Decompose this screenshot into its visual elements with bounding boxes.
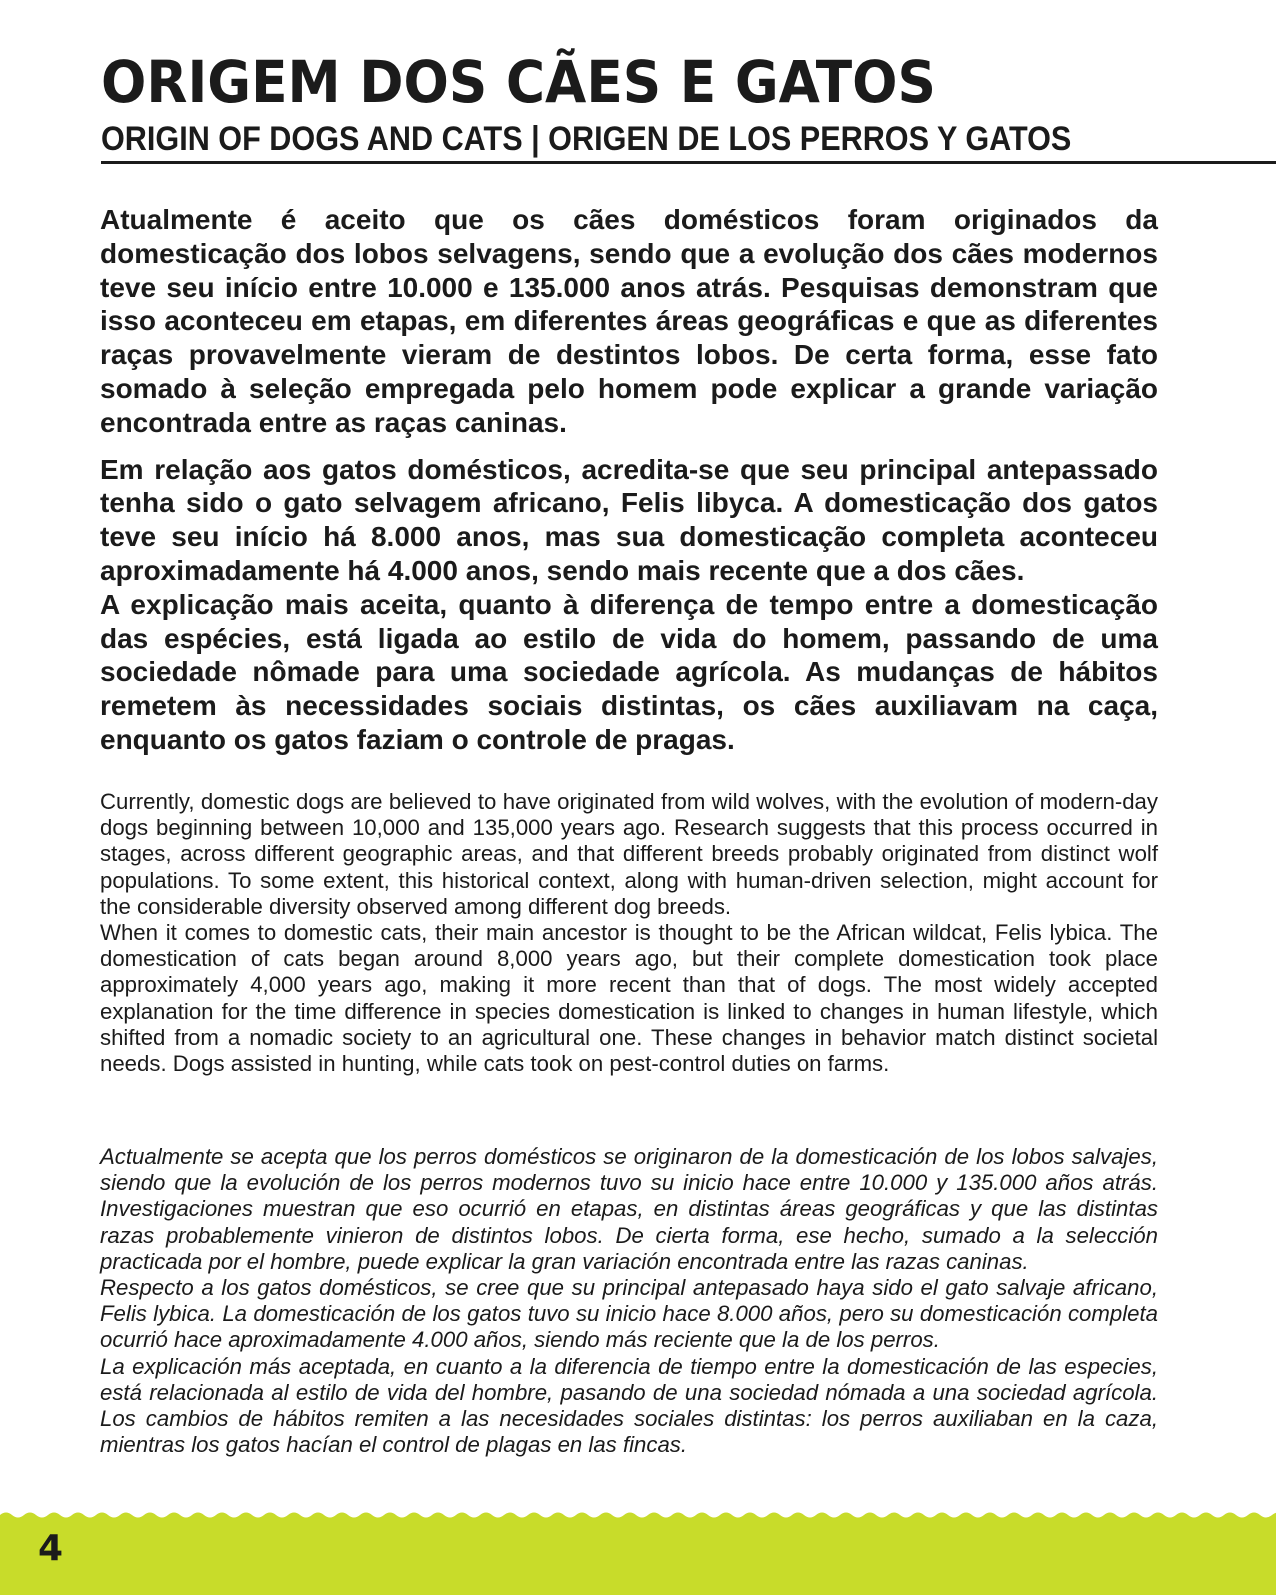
spanish-text [100,1144,1158,1458]
pt-paragraph-3: A explicação mais aceita, quanto à diferença de tempo entre a domesticação das espécies, está ligada ao estilo de vida do homem, passando de uma sociedade nômade para uma sociedade agrícola. As mudanças de hábitos remetem às necessidades sociais distintas, os cães auxiliavam na caça, enquanto os gatos faziam o controle de pragas. [100,588,1158,755]
portuguese-text [100,203,1158,757]
wave-shape [0,1513,1276,1595]
pt-paragraph-1: Atualmente é aceito que os cães domésticos foram originados da domesticação dos lobos selvagens, sendo que a evolução dos cães modernos teve seu início entre 10.000 e 135.000 anos atrás. Pesquisas demonstram que isso aconteceu em etapas, em diferentes áreas geográficas e que as diferentes raças provavelmente vieram de destintos lobos. De certa forma, esse fato somado à seleção empregada pelo homem pode explicar a grande variação encontrada entre as raças caninas. [100,204,1158,438]
title-divider [101,161,1276,164]
page-number: 4 [38,1528,64,1569]
es-paragraph-2: Respecto a los gatos domésticos, se cree que su principal antepasado haya sido el gato salvaje africano, Felis lybica. La domesticación de los gatos tuvo su inicio hace 8.000 años, pero su domesticación completa ocurrió hace aproximadamente 4.000 años, siendo más reciente que la de los perros. [100,1275,1158,1353]
en-paragraph-1: Currently, domestic dogs are believed to have originated from wild wolves, with the evolution of modern-day dogs beginning between 10,000 and 135,000 years ago. Research suggests that this process occurred in stages, across different geographic areas, and that different breeds probably originated from distinct wolf populations. To some extent, this historical context, along with human-driven selection, might account for the considerable diversity observed among different dog breeds. [100,789,1158,919]
page-title: ORIGEM DOS CÃES E GATOS [101,48,936,116]
es-paragraph-3: La explicación más aceptada, en cuanto a la diferencia de tiempo entre la domesticación de las especies, está relacionada al estilo de vida del hombre, pasando de una sociedad nómada a una sociedad agrícola. Los cambios de hábitos remiten a las necesidades sociales distintas: los perros auxiliaban en la caza, mientras los gatos hacían el control de plagas en las fincas. [100,1353,1158,1458]
en-paragraph-2: When it comes to domestic cats, their main ancestor is thought to be the African wildcat, Felis lybica. The domestication of cats began around 8,000 years ago, but their complete domestication took place approximately 4,000 years ago, making it more recent than that of dogs. The most widely accepted explanation for the time difference in species domestication is linked to changes in human lifestyle, which shifted from a nomadic society to an agricultural one. These changes in behavior match distinct societal needs. Dogs assisted in hunting, while cats took on pest-control duties on farms. [100,920,1158,1077]
english-text [100,789,1158,1077]
pt-paragraph-2: Em relação aos gatos domésticos, acredita-se que seu principal antepassado tenha sido o gato selvagem africano, Felis libyca. A domesticação dos gatos teve seu início há 8.000 anos, mas sua domesticação completa aconteceu aproximadamente há 4.000 anos, sendo mais recente que a dos cães. [100,453,1158,586]
footer-wave-band [0,1505,1276,1595]
page-subtitle: ORIGIN OF DOGS AND CATS | ORIGEN DE LOS PERROS Y GATOS [101,120,1072,158]
es-paragraph-1: Actualmente se acepta que los perros domésticos se originaron de la domesticación de los lobos salvajes, siendo que la evolución de los perros modernos tuvo su inicio hace entre 10.000 y 135.000 años atrás. Investigaciones muestran que eso ocurrió en etapas, en distintas áreas geográficas y que las distintas razas probablemente vinieron de distintos lobos. De cierta forma, ese hecho, sumado a la selección practicada por el hombre, puede explicar la gran variación encontrada entre las razas caninas. [100,1144,1158,1274]
